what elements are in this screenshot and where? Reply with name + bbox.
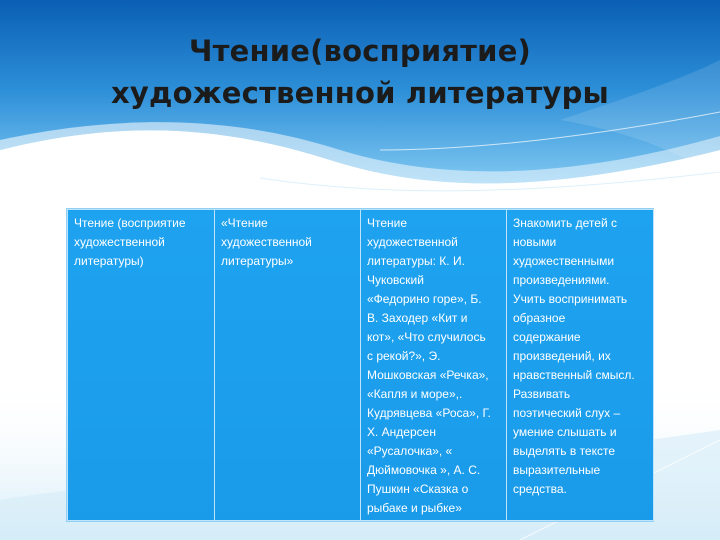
cell-text: Чтение (восприятие художественной литературы) bbox=[74, 216, 186, 268]
content-table-grid bbox=[67, 209, 654, 521]
table-row bbox=[68, 210, 654, 521]
cell-text: «Чтение художественной литературы» bbox=[221, 216, 312, 268]
cell-text: Знакомить детей с новыми художественными произведениями. Учить воспринимать образное содержание произведений, их нравственный смысл. Развивать поэтический слух – умение слышать и выделять в тексте выразительные средства. bbox=[513, 216, 635, 496]
cell-text: Чтение художественной литературы: К. И. Чуковский «Федорино горе», Б. В. Заходер «Кит и кот», «Что случилось с рекой?», Э. Мошковская «Речка», «Капля и море»,. Кудрявцева «Роса», Г. Х. Андерсен «Русалочка», « Дюймовочка », А. С. Пушкин «Сказка о рыбаке и рыбке» bbox=[367, 216, 491, 515]
slide-title-line-2: художественной литературы bbox=[111, 76, 609, 110]
slide-title bbox=[20, 30, 700, 114]
table-cell-activity bbox=[215, 210, 361, 521]
table-cell-section bbox=[68, 210, 215, 521]
content-table bbox=[67, 209, 653, 521]
slide-title-line-1: Чтение(восприятие) bbox=[188, 34, 532, 68]
table-cell-goals bbox=[507, 210, 654, 521]
table-cell-works bbox=[361, 210, 507, 521]
